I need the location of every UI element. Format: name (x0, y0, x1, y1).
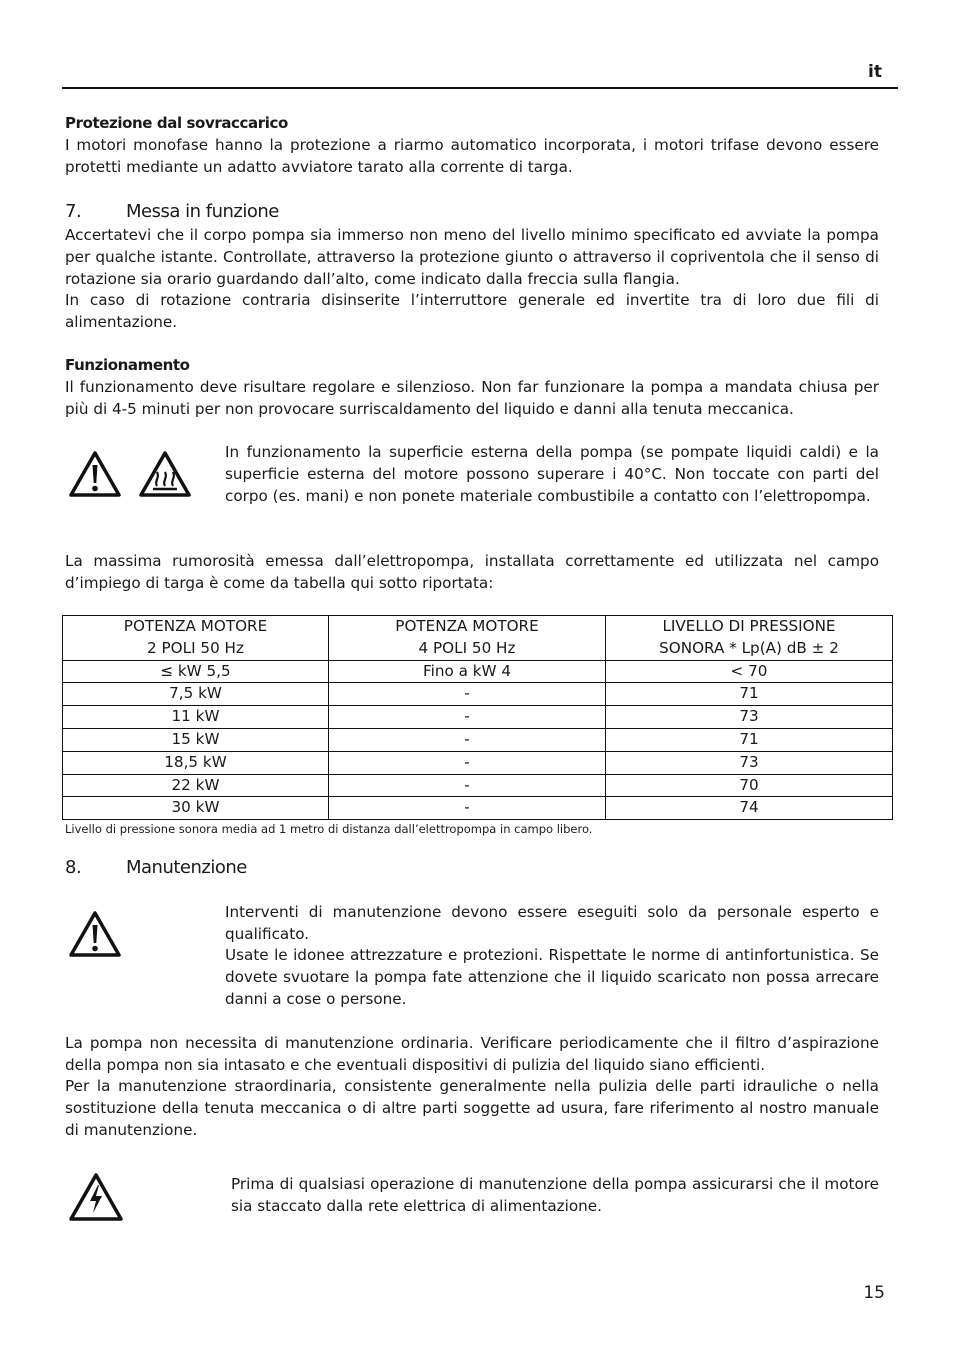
table-cell: - (329, 774, 606, 797)
section-7-heading (65, 201, 279, 222)
page-number: 15 (863, 1283, 885, 1303)
table-cell: < 70 (606, 660, 893, 683)
electric-hazard-icon (68, 1172, 124, 1222)
section-title: Manutenzione (126, 857, 247, 878)
table-row (63, 660, 893, 683)
table-row (63, 683, 893, 706)
maintenance-warning-paragraph-1: Interventi di manutenzione devono essere eseguiti solo da personale esperto e qualificato. (225, 903, 879, 943)
table-cell: 70 (606, 774, 893, 797)
table-header-cell: POTENZA MOTORE 2 POLI 50 Hz (63, 616, 329, 661)
electric-warning-text: Prima di qualsiasi operazione di manutenzione della pompa assicurarsi che il motore sia staccato dalla rete elettrica di alimentazione. (231, 1175, 879, 1215)
table-header-cell: POTENZA MOTORE 4 POLI 50 Hz (329, 616, 606, 661)
hot-surface-icon (138, 450, 192, 498)
table-cell: 22 kW (63, 774, 329, 797)
overload-text: I motori monofase hanno la protezione a riarmo automatico incorporata, i motori trifase devono essere protetti mediante un adatto avviatore tarato alla corrente di targa. (65, 136, 879, 176)
table-cell: - (329, 706, 606, 729)
table-cell: 73 (606, 706, 893, 729)
table-footnote: Livello di pressione sonora media ad 1 metro di distanza dall’elettropompa in campo libero. (65, 822, 593, 836)
hot-surface-warning-text: In funzionamento la superficie esterna della pompa (se pompate liquidi caldi) e la superficie esterna del motore possono superare i 40°C. Non toccate con parti del corpo (es. mani) e non ponete materiale combustibile a contatto con l’elettropompa. (225, 443, 879, 505)
noise-intro-text: La massima rumorosità emessa dall’elettropompa, installata correttamente ed utilizzata nel campo d’impiego di targa è come da tabella qui sotto riportata: (65, 552, 879, 592)
table-cell: 7,5 kW (63, 683, 329, 706)
noise-level-table (62, 615, 893, 820)
operation-heading: Funzionamento (65, 356, 190, 374)
section-number: 7. (65, 201, 82, 222)
maintenance-warning-paragraph-2: Usate le idonee attrezzature e protezioni. Rispettate le norme di antinfortunistica. Se dovete svuotare la pompa fate attenzione che il liquido scaricato non possa arrecare danni a cose o persone. (225, 946, 879, 1008)
overload-heading: Protezione dal sovraccarico (65, 114, 288, 132)
table-row (63, 706, 893, 729)
table-cell: ≤ kW 5,5 (63, 660, 329, 683)
warning-triangle-icon (68, 910, 122, 958)
table-cell: 18,5 kW (63, 751, 329, 774)
maintenance-paragraph-2: Per la manutenzione straordinaria, consistente generalmente nella pulizia delle parti idrauliche o nella sostituzione della tenuta meccanica o di altre parti soggette ad usura, fare riferimento al nostro manuale di manutenzione. (65, 1077, 879, 1139)
table-cell: 73 (606, 751, 893, 774)
table-cell: 71 (606, 728, 893, 751)
table-cell: Fino a kW 4 (329, 660, 606, 683)
table-cell: 15 kW (63, 728, 329, 751)
table-cell: 74 (606, 797, 893, 820)
table-row (63, 797, 893, 820)
table-header-cell: LIVELLO DI PRESSIONE SONORA * Lp(A) dB ± 2 (606, 616, 893, 661)
table-cell: - (329, 683, 606, 706)
operation-text: Il funzionamento deve risultare regolare e silenzioso. Non far funzionare la pompa a mandata chiusa per più di 4-5 minuti per non provocare surriscaldamento del liquido e danni alla tenuta meccanica. (65, 378, 879, 418)
table-row (63, 751, 893, 774)
table-cell: 71 (606, 683, 893, 706)
table-cell: - (329, 751, 606, 774)
table-cell: - (329, 728, 606, 751)
table-cell: - (329, 797, 606, 820)
section-title: Messa in funzione (126, 201, 279, 222)
table-row (63, 728, 893, 751)
table-cell: 30 kW (63, 797, 329, 820)
warning-triangle-icon (68, 450, 122, 498)
section-number: 8. (65, 857, 82, 878)
table-header-row (63, 616, 893, 661)
table-cell: 11 kW (63, 706, 329, 729)
language-code: it (868, 62, 882, 82)
header-rule (62, 87, 898, 89)
section-7-paragraph-2: In caso di rotazione contraria disinserite l’interruttore generale ed invertite tra di loro due fili di alimentazione. (65, 291, 879, 331)
maintenance-paragraph-1: La pompa non necessita di manutenzione ordinaria. Verificare periodicamente che il filtro d’aspirazione della pompa non sia intasato e che eventuali dispositivi di pulizia del liquido siano efficienti. (65, 1034, 879, 1074)
table-row (63, 774, 893, 797)
section-7-paragraph-1: Accertatevi che il corpo pompa sia immerso non meno del livello minimo specificato ed avviate la pompa per qualche istante. Controllate, attraverso la protezione giunto o attraverso il copriventola che il senso di rotazione sia orario guardando dall’alto, come indicato dalla freccia sulla flangia. (65, 226, 879, 288)
section-8-heading (65, 857, 247, 878)
